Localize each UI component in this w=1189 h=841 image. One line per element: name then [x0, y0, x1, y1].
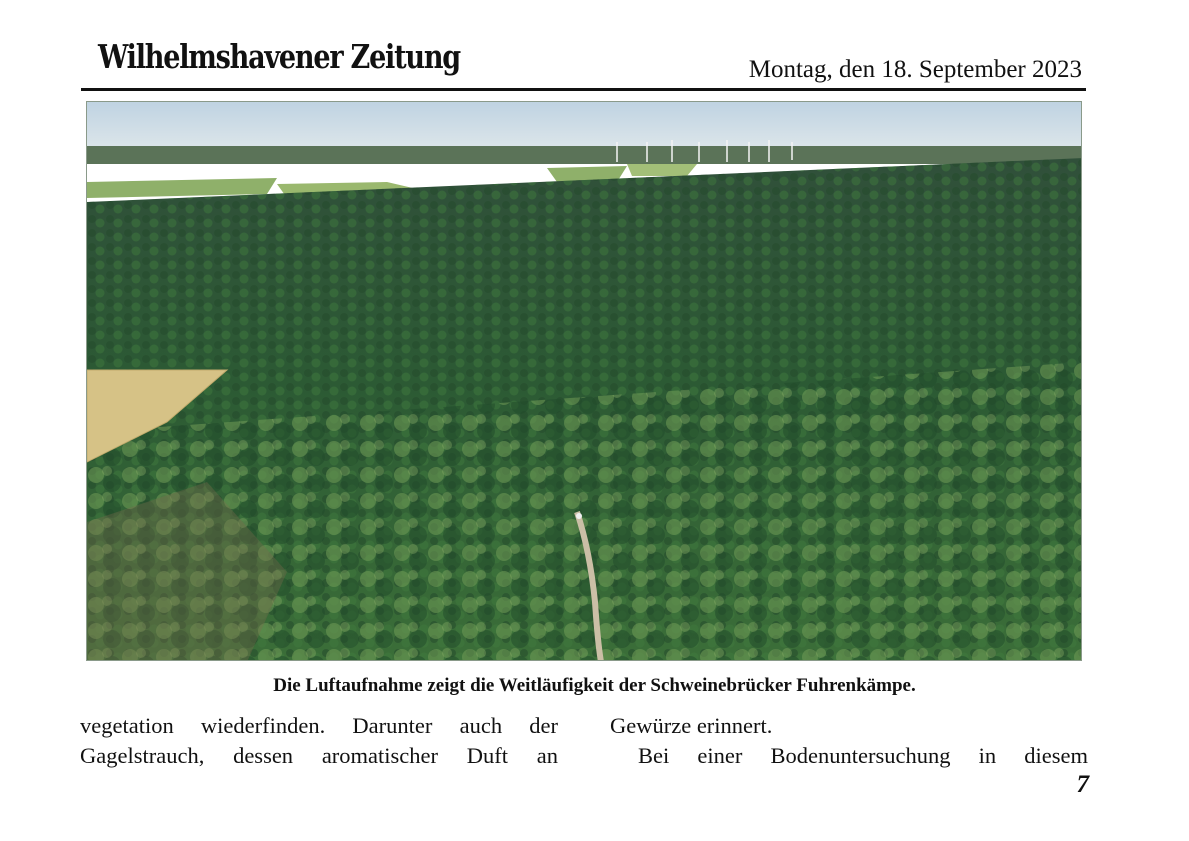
- text-line: Gagelstrauch, dessen aromatischer Duft an: [80, 743, 558, 768]
- aerial-photo: [86, 101, 1082, 661]
- column-right: [610, 711, 1088, 771]
- header-rule: [81, 88, 1086, 91]
- issue-date: Montag, den 18. September 2023: [748, 56, 1082, 83]
- page-number: 7: [1076, 771, 1089, 798]
- photo-caption: Die Luftaufnahme zeigt die Weitläufigkeit der Schweinebrücker Fuhrenkämpe.: [273, 675, 916, 696]
- column-left: [80, 711, 558, 771]
- text-line: Gewürze erinnert.: [610, 713, 773, 738]
- text-line: vegetation wiederfinden. Darunter auch der: [80, 713, 558, 738]
- text-line: Bei einer Bodenuntersuchung in diesem: [638, 743, 1088, 768]
- masthead: Wilhelmshavener Zeitung: [98, 37, 460, 76]
